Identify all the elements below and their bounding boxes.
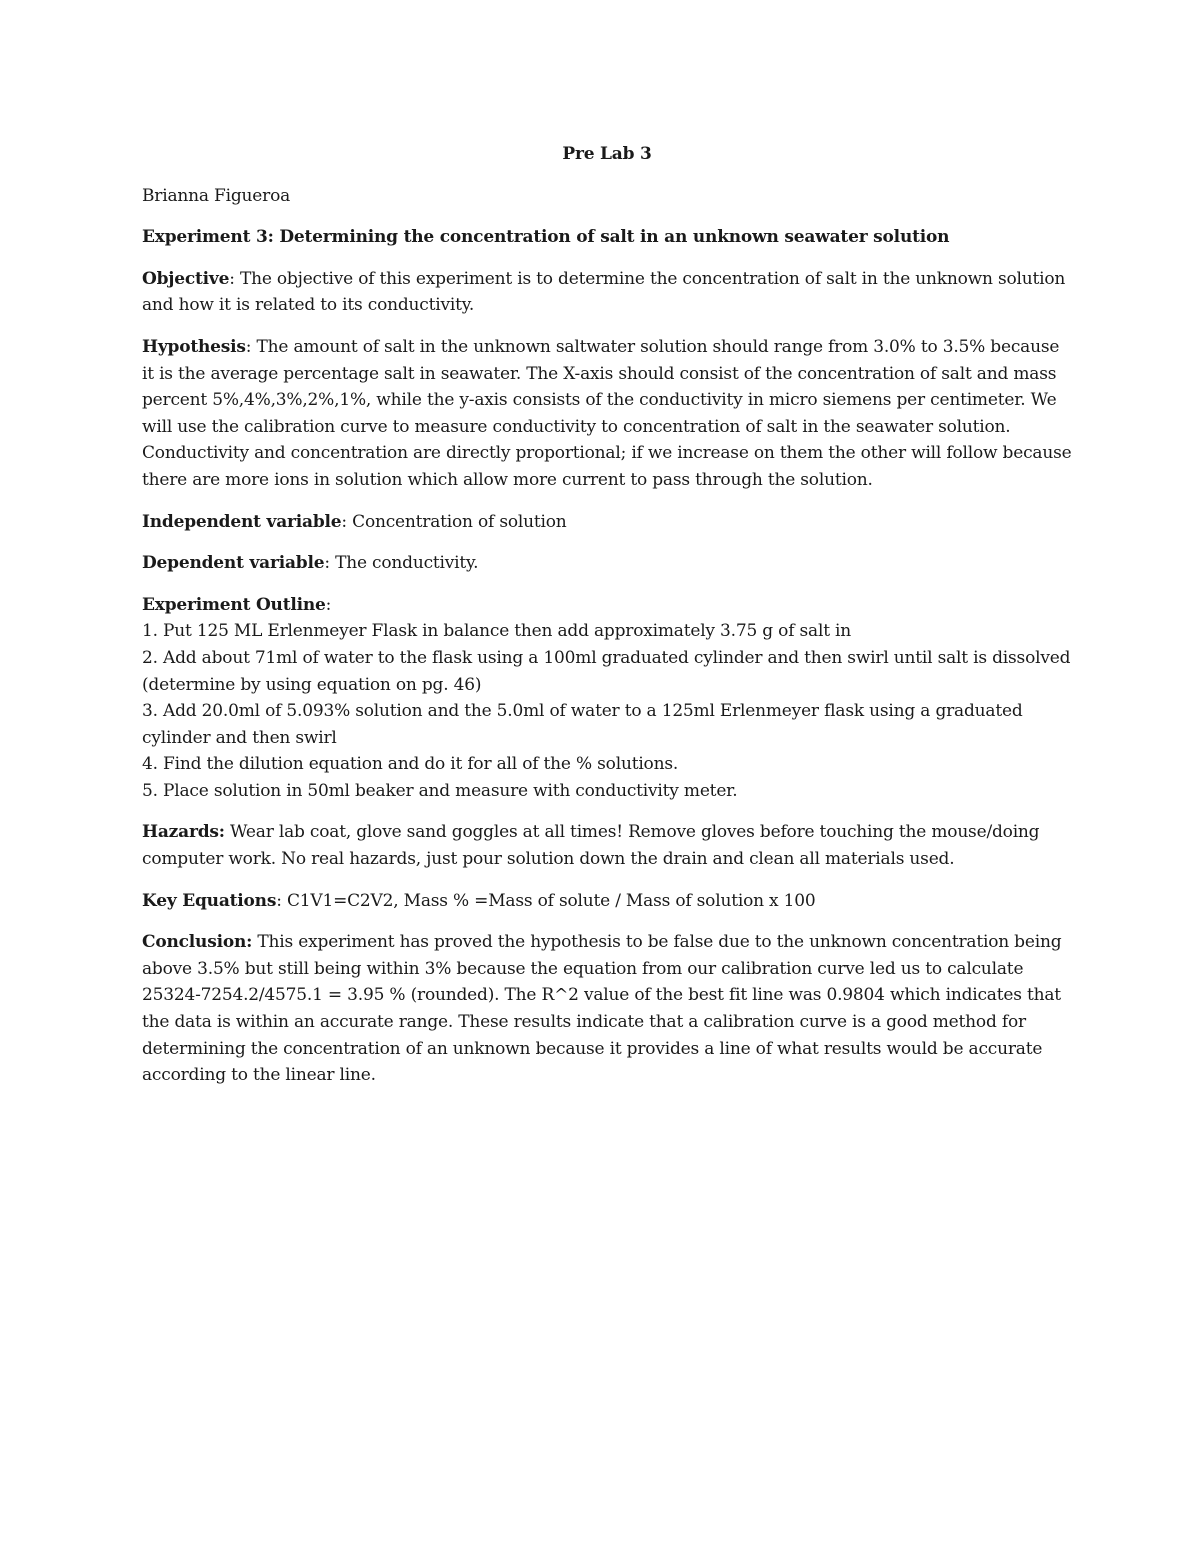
document-title: Pre Lab 3 <box>562 144 652 164</box>
key-equations-section <box>142 888 1072 915</box>
outline-step: 3. Add 20.0ml of 5.093% solution and the 5.0ml of water to a 125ml Erlenmeyer flask using a graduated cylinder and then swirl <box>142 701 1023 748</box>
dependent-variable-text: : The conductivity. <box>324 553 479 574</box>
conclusion-label: Conclusion: <box>142 932 253 953</box>
objective-label: Objective <box>142 268 230 289</box>
experiment-heading: Experiment 3: Determining the concentration of salt in an unknown seawater solution <box>142 227 950 248</box>
dependent-variable-label: Dependent variable <box>142 553 325 574</box>
key-equations-text: : C1V1=C2V2, Mass % =Mass of solute / Mass of solution x 100 <box>276 890 816 911</box>
outline-step: 2. Add about 71ml of water to the flask using a 100ml graduated cylinder and then swirl until salt is dissolved (determine by using equation on pg. 46) <box>142 647 1071 695</box>
hazards-text: Wear lab coat, glove sand goggles at all times! Remove gloves before touching the mouse/doing computer work. No real hazards, just pour solution down the drain and clean all materials used. <box>142 822 1040 870</box>
independent-variable-text: : Concentration of solution <box>341 511 567 532</box>
objective-section <box>142 266 1072 319</box>
independent-variable-label: Independent variable <box>142 511 342 532</box>
experiment-outline-section <box>142 592 1072 805</box>
hypothesis-text: : The amount of salt in the unknown saltwater solution should range from 3.0% to 3.5% because it is the average percentage salt in seawater. The X-axis should consist of the concentration of salt and mass percent 5%,4%,3%,2%,1%, while the y-axis consists of the conductivity in micro siemens per centimeter. We will use the calibration curve to measure conductivity to concentration of salt in the seawater solution. Conductivity and concentration are directly proportional; if we increase on them the other will follow because there are more ions in solution which allow more current to pass through the solution. <box>142 336 1072 490</box>
outline-step: 1. Put 125 ML Erlenmeyer Flask in balance then add approximately 3.75 g of salt in <box>142 621 852 642</box>
experiment-outline-label: Experiment Outline <box>142 594 326 615</box>
dependent-variable-section <box>142 550 1072 577</box>
outline-step: 4. Find the dilution equation and do it for all of the % solutions. <box>142 754 679 775</box>
independent-variable-section <box>142 509 1072 536</box>
outline-step: 5. Place solution in 50ml beaker and measure with conductivity meter. <box>142 780 738 801</box>
hazards-label: Hazards: <box>142 822 225 843</box>
experiment-outline-colon: : <box>325 594 332 615</box>
document-page <box>142 141 1072 1104</box>
experiment-outline-heading <box>142 592 1072 619</box>
key-equations-label: Key Equations <box>142 890 277 911</box>
author-name: Brianna Figueroa <box>142 185 291 206</box>
experiment-outline-list <box>142 618 1072 804</box>
conclusion-text: This experiment has proved the hypothesis to be false due to the unknown concentration being above 3.5% but still being within 3% because the equation from our calibration curve led us to calculate 25324-7254.2/4575.1 = 3.95 % (rounded). The R^2 value of the best fit line was 0.9804 which indicates that the data is within an accurate range. These results indicate that a calibration curve is a good method for determining the concentration of an unknown because it provides a line of what results would be accurate according to the linear line. <box>142 932 1062 1086</box>
conclusion-section <box>142 929 1072 1089</box>
hypothesis-label: Hypothesis <box>142 336 246 357</box>
objective-text: : The objective of this experiment is to determine the concentration of salt in the unknown solution and how it is related to its conductivity. <box>142 268 1066 316</box>
hypothesis-section <box>142 334 1072 494</box>
hazards-section <box>142 819 1072 872</box>
